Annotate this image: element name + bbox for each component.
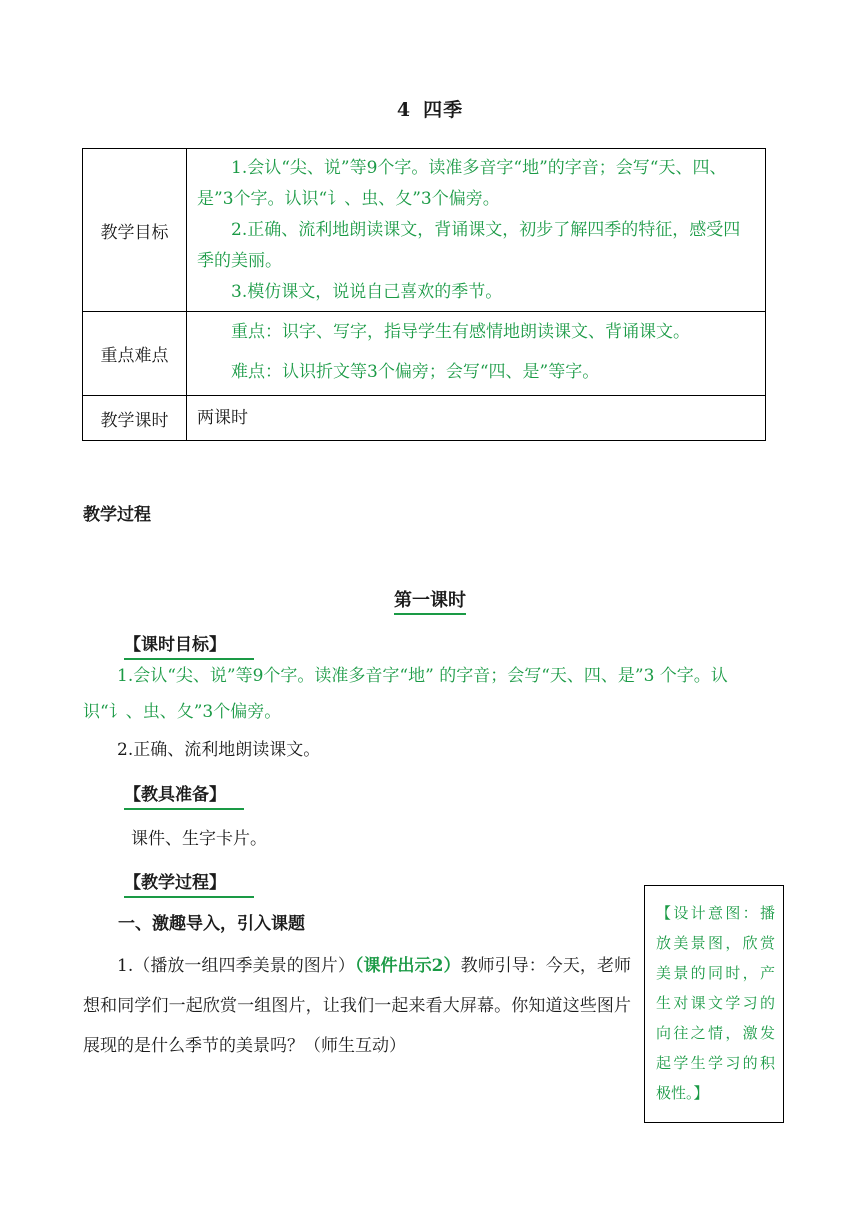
design-intent-box: 【设计意图：播放美景图，欣赏美景的同时，产生对课文学习的向往之情，激发起学生学习的积极性。】 <box>644 885 784 1123</box>
prep-heading <box>124 780 226 805</box>
goal-heading <box>124 630 226 655</box>
process-subheading-text: 【教学过程】 <box>124 873 226 893</box>
prep-text: 课件、生字卡片。 <box>131 829 267 849</box>
goal-text-2 <box>83 732 773 768</box>
objective-line: 1.会认“尖、说”等9个字。读准多音字“地”的字音；会写“天、四、是”3个字。认识“讠、虫、夂”3个偏旁。 <box>197 158 727 209</box>
lesson-number: 4 <box>396 99 412 121</box>
step1-part1: 1.（播放一组四季美景的图片） <box>117 956 355 976</box>
goal-heading-text: 【课时目标】 <box>124 635 226 655</box>
row-label: 教学课时 <box>83 396 187 440</box>
class-hours-value: 两课时 <box>197 407 248 428</box>
lesson-name: 四季 <box>423 99 464 121</box>
goal-line: 2.正确、流利地朗读课文。 <box>117 740 321 760</box>
lesson-heading <box>0 586 860 612</box>
prep-heading-text: 【教具准备】 <box>124 785 226 805</box>
objective-line: 3.模仿课文，说说自己喜欢的季节。 <box>231 282 503 302</box>
goal-text <box>83 658 773 730</box>
key-point-line: 重点：识字、写字，指导学生有感情地朗读课文、背诵课文。 <box>231 322 690 342</box>
class-hours <box>187 396 765 440</box>
underline <box>124 808 244 810</box>
goal-line: 1.会认“尖、说”等9个字。读准多音字“地” 的字音；会写“天、四、是”3 个字。认识“讠、虫、夂”3个偏旁。 <box>83 666 728 722</box>
process-heading: 教学过程 <box>83 505 151 525</box>
step1-heading: 一、激趣导入，引入课题 <box>118 914 305 934</box>
objectives-table <box>82 148 766 441</box>
step1-part2: 教师引导：今天，老师想和同学们一起欣赏一组图片，让我们一起来看大屏幕。你知道这些图片展现的是什么季节的美景吗？（师生互动） <box>83 956 631 1056</box>
teaching-objectives <box>187 149 765 311</box>
key-point-line: 难点：认识折文等3个偏旁；会写“四、是”等字。 <box>231 362 600 382</box>
objective-line: 2.正确、流利地朗读课文，背诵课文，初步了解四季的特征，感受四季的美丽。 <box>197 220 741 271</box>
lesson-title <box>0 95 860 122</box>
table-row <box>83 396 765 440</box>
lesson-heading-text: 第一课时 <box>394 590 466 615</box>
step1-body <box>83 946 631 1066</box>
table-row <box>83 312 765 396</box>
row-label: 重点难点 <box>83 312 187 395</box>
underline <box>124 896 254 898</box>
courseware-ref: （课件出示2） <box>354 956 461 976</box>
table-row <box>83 149 765 312</box>
process-subheading <box>124 868 226 893</box>
row-label: 教学目标 <box>83 149 187 311</box>
key-points <box>187 312 765 395</box>
